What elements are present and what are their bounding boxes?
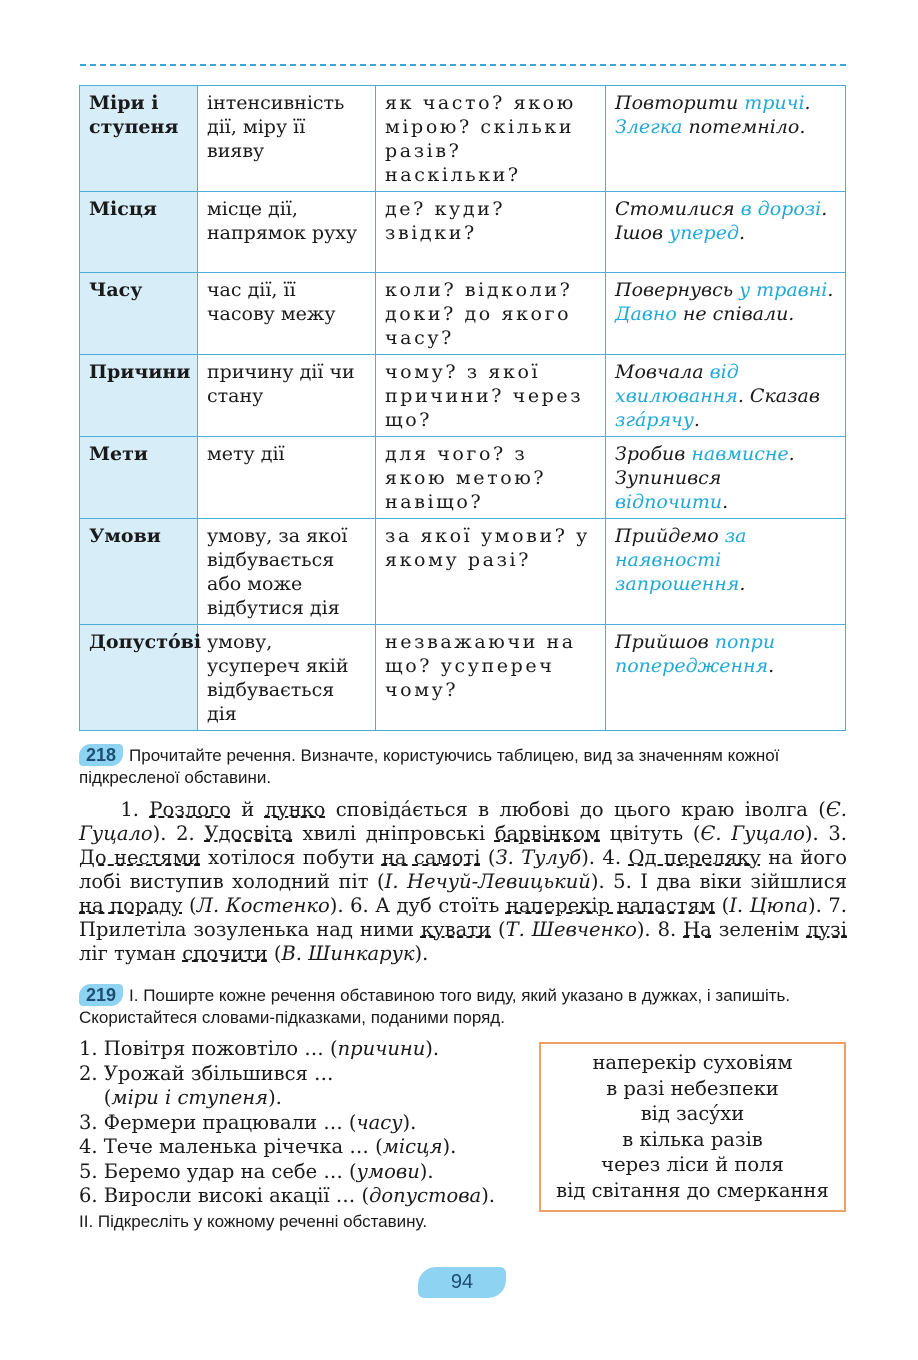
- adverbial-type: Місця: [80, 192, 198, 273]
- adverbial-meaning: час дії, її часову межу: [198, 273, 376, 355]
- hint-word: від світання до смеркання: [556, 1178, 829, 1202]
- adverbial-questions: коли? відколи? доки? до якого часу?: [376, 273, 606, 355]
- adverbial-type: Умови: [80, 519, 198, 625]
- adverbial-questions: як часто? якою мірою? скільки разів? наскільки?: [376, 86, 606, 192]
- list-item: 3. Фермери працювали … (часу).: [79, 1110, 417, 1134]
- exercise-number-badge: 218: [79, 744, 123, 766]
- list-item: 6. Виросли високі акації … (допустова).: [79, 1184, 495, 1207]
- adverbial-type: Причини: [80, 355, 198, 437]
- page-number: 94: [418, 1267, 506, 1298]
- exercise-218-instruction: 218 Прочитайте речення. Визначте, користуючись таблицею, вид за значенням кожної підкресленої обставини.: [79, 745, 780, 787]
- table-row: [80, 86, 846, 192]
- adverbial-type: Мети: [80, 437, 198, 519]
- adverbial-type: Часу: [80, 273, 198, 355]
- adverbial-type: Міри і ступеня: [80, 86, 198, 192]
- exercise-number-badge: 219: [79, 984, 123, 1006]
- hint-word: через ліси й поля: [601, 1153, 784, 1176]
- adverbial-questions: де? куди? звідки?: [376, 192, 606, 273]
- adverbial-meaning: причину дії чи стану: [198, 355, 376, 437]
- adverbial-meaning: місце дії, напрямок руху: [198, 192, 376, 273]
- adverbial-example: Зробив навмисне. Зупинився відпочити.: [606, 437, 846, 519]
- hint-word: від засýхи: [640, 1102, 745, 1125]
- table-row: [80, 625, 846, 731]
- top-dashed-rule: [80, 64, 846, 66]
- exercise-218-text: 1. Розлого й лунко сповідáється в любові до цього краю іволга (Є. Гуцало). 2. Удосвіта хвилі дніпровські барвінком цвітуть (Є. Гуцало). 3. До нестями хотілося побути на самоті (З. Тулуб). 4. Од переляку на його лобі виступив холодний піт (І. Нечуй-Левицький). 5. І два віки зійшлися на пораду (Л. Костенко). 6. А дуб стоїть наперекір напастям (І. Цюпа). 7. Прилетіла зозуленька над ними кувати (Т. Шевченко). 8. На зеленім лузі ліг туман спочити (В. Шинкарук).: [79, 798, 848, 965]
- hint-words-box: [539, 1042, 846, 1212]
- adverbial-meaning: умову, усупереч якій відбувається дія: [198, 625, 376, 731]
- exercise-219-sentences: [79, 1037, 539, 1209]
- table-row: [80, 437, 846, 519]
- adverbial-example: Прийшов попри попередження.: [606, 625, 846, 731]
- adverbial-questions: за якої умови? у якому разі?: [376, 519, 606, 625]
- hint-word: наперекір суховіям: [592, 1051, 793, 1074]
- adverbial-example: Стомилися в дорозі. Ішов уперед.: [606, 192, 846, 273]
- list-item: 2. Урожай збільшився …: [79, 1061, 334, 1085]
- adverbial-table: [79, 85, 846, 731]
- adverbial-meaning: умову, за якої відбувається або може відбутися дія: [198, 519, 376, 625]
- hint-word: в кілька разів: [622, 1127, 763, 1151]
- adverbial-example: Прийдемо за наявності запрошення.: [606, 519, 846, 625]
- exercise-219-task2: ІІ. Підкресліть у кожному реченні обставину.: [79, 1212, 428, 1231]
- list-item: 1. Повітря пожовтіло … (причини).: [79, 1037, 440, 1060]
- table-row: [80, 192, 846, 273]
- list-item: 4. Тече маленька річечка … (місця).: [79, 1135, 457, 1158]
- adverbial-example: Повторити тричі. Злегка потемніло.: [606, 86, 846, 192]
- table-row: [80, 273, 846, 355]
- list-item: (міри і ступеня).: [79, 1086, 282, 1109]
- adverbial-questions: чому? з якої причини? через що?: [376, 355, 606, 437]
- adverbial-meaning: інтенсивність дії, міру її вияву: [198, 86, 376, 192]
- list-item: 5. Беремо удар на себе … (умови).: [79, 1159, 434, 1183]
- adverbial-example: Повернувсь у травні. Давно не співали.: [606, 273, 846, 355]
- adverbial-type: Допустóві: [80, 625, 198, 731]
- adverbial-questions: незважаючи на що? усупереч чому?: [376, 625, 606, 731]
- adverbial-meaning: мету дії: [198, 437, 376, 519]
- adverbial-example: Мовчала від хвилювання. Сказав згáрячу.: [606, 355, 846, 437]
- exercise-219-instruction: 219 І. Поширте кожне речення обставиною того виду, який указано в дужках, і запишіть. Скористайтеся словами-підказками, поданими поряд.: [79, 985, 791, 1027]
- table-row: [80, 355, 846, 437]
- hint-word: в разі небезпеки: [606, 1076, 779, 1100]
- table-row: [80, 519, 846, 625]
- adverbial-questions: для чого? з якою метою? навіщо?: [376, 437, 606, 519]
